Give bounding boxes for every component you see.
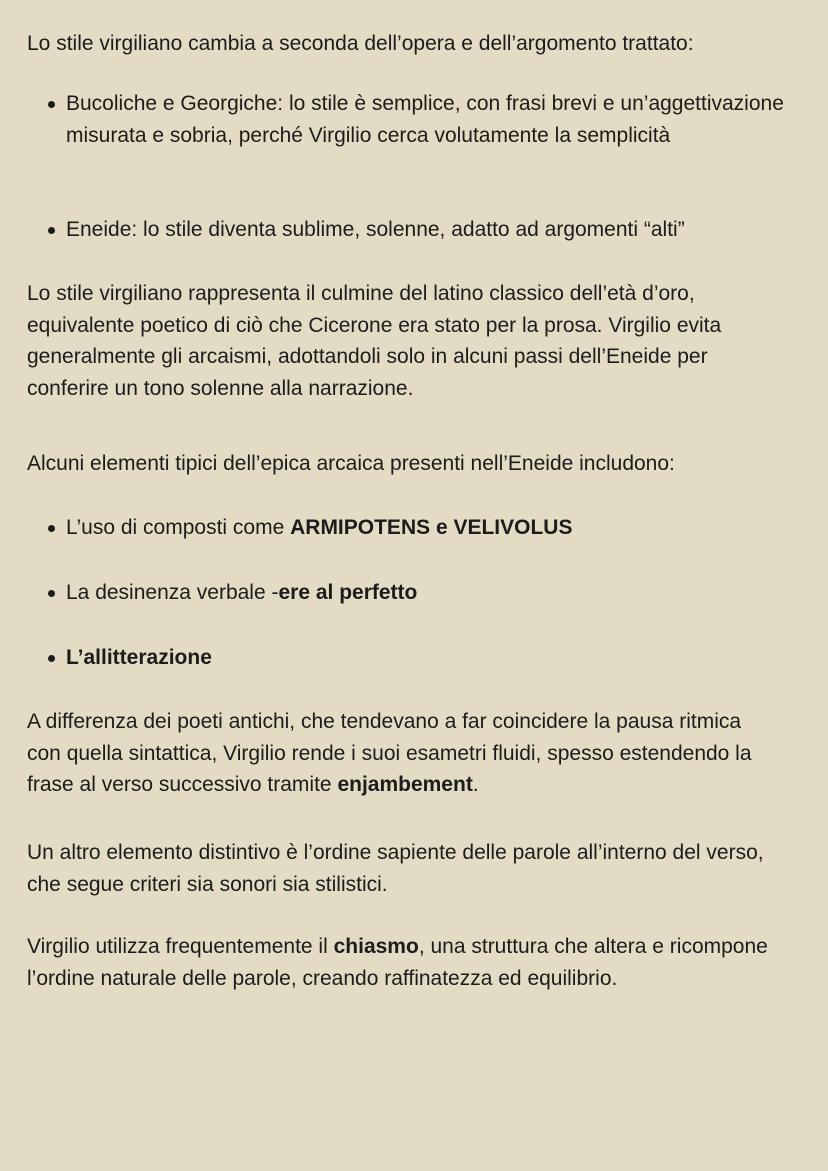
text: Virgilio utilizza frequentemente il xyxy=(27,935,334,958)
bold-term: enjambement xyxy=(337,773,473,797)
paragraph-word-order: Un altro elemento distintivo è l’ordine sapiente delle parole all’interno del verso, che segue criteri sia sonori sia stilistici. xyxy=(27,841,764,896)
text: . xyxy=(472,773,479,797)
list-item-bold: ere al perfetto xyxy=(278,581,418,604)
list-item-bold: ARMIPOTENS e VELIVOLUS xyxy=(290,516,573,539)
list-item xyxy=(66,577,796,609)
paragraph-enjambement xyxy=(27,706,767,801)
text: A differenza dei poeti antichi, che tendevano a far coincidere la pausa ritmica con quella sintattica, Virgilio rende i suoi esametri fluidi, spesso estendendo la frase al verso successivo tramite xyxy=(27,710,752,797)
paragraph-chiasmus xyxy=(27,931,807,994)
list-item-text: L’uso di composti come xyxy=(66,516,291,539)
paragraph-intro: Lo stile virgiliano cambia a seconda dell’opera e dell’argomento trattato: xyxy=(27,32,694,55)
list-item: Bucoliche e Georgiche: lo stile è semplice, con frasi brevi e un’aggettivazione misurata e sobria, perché Virgilio cerca volutamente la semplicità xyxy=(66,88,786,151)
list-item-bold: L’allitterazione xyxy=(66,646,212,669)
bold-term: chiasmo xyxy=(333,935,419,958)
paragraph-epic-elements: Alcuni elementi tipici dell’epica arcaica presenti nell’Eneide includono: xyxy=(27,452,675,475)
list-item xyxy=(66,512,796,544)
text: , una struttura che altera e ricompone l’ordine naturale delle parole, creando raffinatezza ed equilibrio. xyxy=(27,935,768,990)
list-item xyxy=(66,642,796,674)
list-item: Eneide: lo stile diventa sublime, solenne, adatto ad argomenti “alti” xyxy=(66,214,796,246)
paragraph-style: Lo stile virgiliano rappresenta il culmine del latino classico dell’età d’oro, equivalente poetico di ciò che Cicerone era stato per la prosa. Virgilio evita generalmente gli arcaismi, adottandoli solo in alcuni passi dell’Eneide per conferire un tono solenne alla narrazione. xyxy=(27,282,722,400)
list-item-text: La desinenza verbale - xyxy=(66,581,279,604)
